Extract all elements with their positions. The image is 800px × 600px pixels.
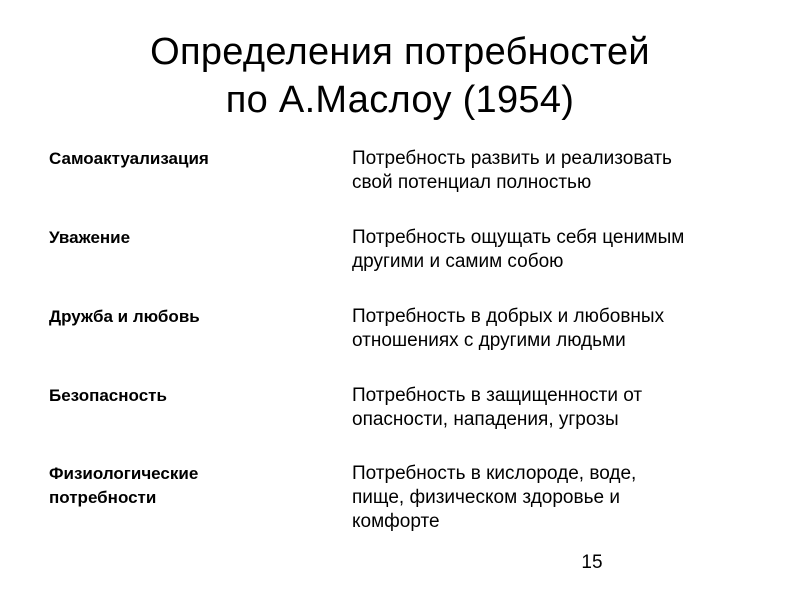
need-term-line: Дружба и любовь (49, 307, 200, 326)
need-definition (352, 305, 772, 353)
title-line-2: по А.Маслоу (1954) (225, 79, 575, 121)
need-term-line: потребности (49, 488, 157, 507)
need-definition-line: отношениях с другими людьми (352, 330, 626, 351)
need-definition-line: Потребность в кислороде, воде, (352, 463, 637, 484)
need-definition-line: комфорте (352, 511, 440, 532)
need-definition-line: Потребность ощущать себя ценимым (352, 227, 685, 248)
need-definition-line: свой потенциал полностью (352, 172, 592, 193)
need-definition (352, 384, 772, 432)
need-term (49, 384, 309, 408)
title-line-1: Определения потребностей (150, 31, 650, 73)
need-definition-line: другими и самим собою (352, 251, 564, 272)
need-definition-line: пище, физическом здоровье и (352, 487, 620, 508)
need-term-line: Физиологические (49, 464, 199, 483)
need-term (49, 226, 309, 250)
need-definition (352, 462, 772, 534)
need-term-line: Уважение (49, 228, 131, 247)
need-term-line: Безопасность (49, 386, 167, 405)
need-definition-line: опасности, нападения, угрозы (352, 409, 619, 430)
need-definition-line: Потребность в добрых и любовных (352, 306, 665, 327)
need-definition-line: Потребность в защищенности от (352, 385, 643, 406)
need-term (49, 462, 309, 510)
need-term (49, 147, 309, 171)
need-definition (352, 147, 772, 195)
page-number: 15 (581, 552, 603, 573)
need-term-line: Самоактуализация (49, 149, 209, 168)
need-term (49, 305, 309, 329)
need-definition (352, 226, 772, 274)
need-definition-line: Потребность развить и реализовать (352, 148, 672, 169)
